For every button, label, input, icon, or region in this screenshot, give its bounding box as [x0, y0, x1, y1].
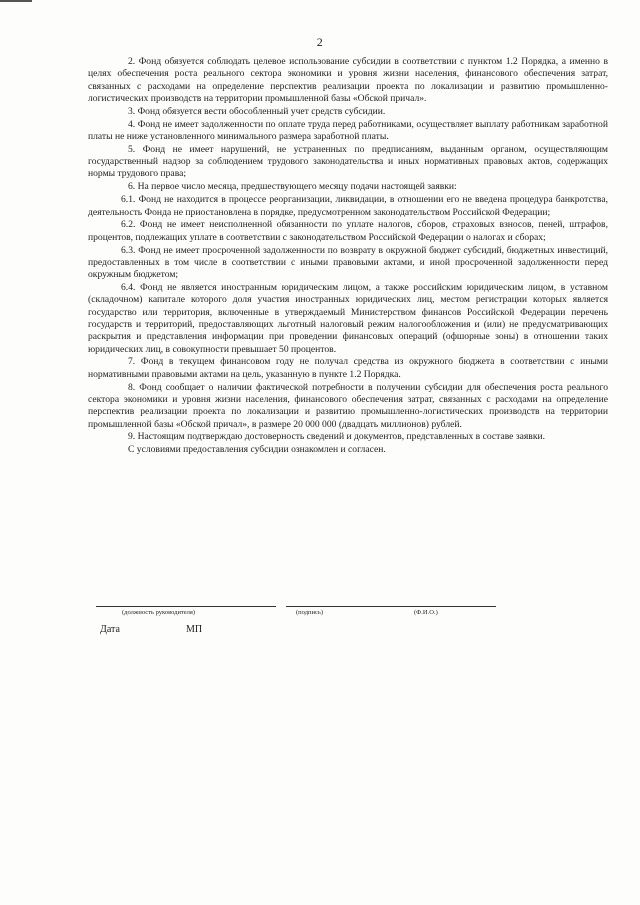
paragraph-6-4: 6.4. Фонд не является иностранным юридическим лицом, а также российским юридическим лицом, в уставном (складочном) капитале которого доля участия иностранных юридических лиц, местом регистрации которых является государство или территория, включенные в утверждаемый Министерством финансов Российской Федерации перечень государств и территорий, предоставляющих льготный налоговый режим налогообложения и (или) не предусматривающих раскрытия и представления информации при проведении финансовых операций (офшорные зоны) в отношении таких юридических лиц, в совокупности превышает 50 процентов.	[88, 282, 608, 355]
page-number: 2	[316, 35, 324, 49]
name-caption: (Ф.И.О.)	[414, 609, 438, 616]
paragraph-8: 8. Фонд сообщает о наличии фактической потребности в получении субсидии для обеспечения роста реального сектора экономики и уровня жизни населения, финансового обеспечения затрат, связанных с расходами на определение перспектив реализации проекта по локализации и развитию промышленно-логистических производств на территории промышленной базы «Обской причал», в размере 20 000 000 (двадцать миллионов) рублей.	[88, 381, 608, 430]
position-line	[96, 606, 276, 607]
paragraph-6-3: 6.3. Фонд не имеет просроченной задолженности по возврату в окружной бюджет субсидий, бюджетных инвестиций, предоставленных в том числе в соответствии с иными правовыми актами, и иной просроченной задолженности перед окружным бюджетом;	[88, 244, 608, 281]
paragraph-6-2: 6.2. Фонд не имеет неисполненной обязанности по уплате налогов, сборов, страховых взносов, пеней, штрафов, процентов, подлежащих уплате в соответствии с законодательством Российской Федерации о налогах и сборах;	[88, 219, 608, 243]
paragraph-3: 3. Фонд обязуется вести обособленный учет средств субсидии.	[128, 105, 386, 117]
signature-caption: (подпись)	[296, 609, 323, 616]
name-line	[396, 606, 496, 607]
paragraph-5: 5. Фонд не имеет нарушений, не устраненных по предписаниям, выданным органом, осуществляющим государственный надзор за соблюдением трудового законодательства и иных нормативных правовых актов, содержащих нормы трудового права;	[88, 143, 608, 180]
date-label: Дата	[100, 624, 120, 635]
stamp-label: МП	[186, 624, 203, 635]
paragraph-2: 2. Фонд обязуется соблюдать целевое использование субсидии в соответствии с пунктом 1.2 Порядка, а именно в целях обеспечения роста реального сектора экономики и уровня жизни населения, финансового обеспечения затрат, связанных с расходами на определение перспектив реализации проекта по локализации и развитию промышленно-логистических производств на территории промышленной базы «Обской причал».	[88, 56, 608, 104]
paragraph-7: 7. Фонд в текущем финансовом году не получал средства из окружного бюджета в соответствии с иными нормативными правовыми актами на цель, указанную в пункте 1.2 Порядка.	[88, 356, 608, 380]
document-body	[88, 56, 608, 457]
signature-line	[286, 606, 396, 607]
signature-block	[96, 600, 506, 640]
paragraph-9: 9. Настоящим подтверждаю достоверность сведений и документов, представленных в составе заявки.	[128, 431, 546, 443]
agreement-statement: С условиями предоставления субсидии ознакомлен и согласен.	[128, 444, 386, 456]
paragraph-6-1: 6.1. Фонд не находится в процессе реорганизации, ликвидации, в отношении его не введена процедура банкротства, деятельность Фонда не приостановлена в порядке, предусмотренном законодательством Российской Федерации;	[88, 194, 608, 218]
paragraph-6: 6. На первое число месяца, предшествующего месяцу подачи настоящей заявки:	[128, 181, 457, 193]
scan-corner-mark	[0, 0, 32, 2]
paragraph-4: 4. Фонд не имеет задолженности по оплате труда перед работниками, осуществляет выплату работникам заработной платы не ниже установленного минимального размера заработной платы.	[88, 118, 608, 142]
position-caption: (должность руководителя)	[122, 609, 196, 616]
